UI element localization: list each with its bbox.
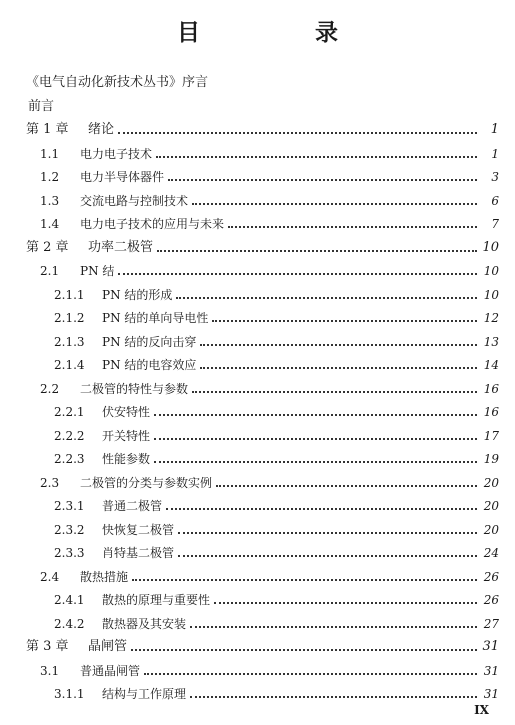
toc-number: 2.2.3 — [54, 452, 85, 466]
toc-page: 10 — [483, 264, 499, 278]
dot-leader — [212, 320, 477, 322]
toc-page: 14 — [483, 358, 499, 372]
toc-number: 2.3.2 — [54, 523, 85, 537]
toc-number: 2.4.1 — [54, 593, 85, 607]
dot-leader — [132, 579, 477, 581]
toc-entry — [54, 494, 499, 514]
toc-number: 1.4 — [40, 217, 60, 231]
toc-text: PN 结的形成 — [102, 288, 173, 302]
dot-leader — [178, 532, 477, 534]
dot-leader — [118, 273, 477, 275]
toc-entry — [54, 353, 499, 373]
toc-number: 2.4.2 — [54, 617, 85, 631]
toc-entry — [40, 565, 499, 585]
toc-text: 散热的原理与重要性 — [102, 593, 211, 607]
toc-entry — [26, 236, 499, 256]
toc-page: 16 — [483, 405, 499, 419]
toc-page: 26 — [483, 593, 499, 607]
toc-number: 2.1 — [40, 264, 60, 278]
dot-leader — [200, 367, 477, 369]
toc-entry — [40, 377, 499, 397]
toc-number: 2.1.1 — [54, 288, 85, 302]
dot-leader — [192, 391, 477, 393]
toc-text: 二极管的特性与参数 — [80, 382, 189, 396]
toc-text: 电力电子技术 — [80, 147, 153, 161]
toc-text: 散热措施 — [80, 570, 129, 584]
toc-number: 第 2 章 — [26, 240, 69, 255]
toc-number: 第 1 章 — [26, 122, 69, 137]
toc-entry — [54, 424, 499, 444]
toc-number: 2.4 — [40, 570, 60, 584]
toc-entry — [40, 259, 499, 279]
toc-text: PN 结的单向导电性 — [102, 311, 209, 325]
toc-text: 开关特性 — [102, 429, 151, 443]
dot-leader — [214, 602, 477, 604]
dot-leader — [228, 226, 477, 228]
toc-entry — [26, 635, 499, 655]
toc-text: 普通晶闸管 — [80, 664, 141, 678]
toc-text: 性能参数 — [102, 452, 151, 466]
toc-number: 2.2.2 — [54, 429, 85, 443]
toc-entry — [54, 518, 499, 538]
toc-page: 1 — [490, 122, 499, 137]
toc-entry — [40, 189, 499, 209]
dot-leader — [154, 461, 477, 463]
preface: 前言 — [28, 99, 55, 114]
toc-page: 13 — [483, 335, 499, 349]
toc-text: 伏安特性 — [102, 405, 151, 419]
toc-text: 电力半导体器件 — [80, 170, 165, 184]
toc-text: 交流电路与控制技术 — [80, 194, 189, 208]
toc-entry — [40, 142, 499, 162]
toc-number: 2.2 — [40, 382, 60, 396]
toc-number: 1.2 — [40, 170, 60, 184]
dot-leader — [157, 250, 477, 252]
toc-number: 3.1 — [40, 664, 60, 678]
toc-page: 17 — [483, 429, 499, 443]
toc-page: 10 — [483, 288, 499, 302]
toc-text: 二极管的分类与参数实例 — [80, 476, 213, 490]
dot-leader — [168, 179, 477, 181]
toc-entry — [54, 612, 499, 632]
toc-page: 27 — [483, 617, 499, 631]
toc-text: PN 结 — [80, 264, 115, 278]
toc-entry — [54, 588, 499, 608]
toc-entry — [54, 447, 499, 467]
toc-page: 6 — [491, 194, 499, 208]
dot-leader — [118, 132, 477, 134]
dot-leader — [190, 696, 477, 698]
dot-leader — [200, 344, 477, 346]
toc-number: 2.1.4 — [54, 358, 85, 372]
toc-number: 2.3 — [40, 476, 60, 490]
toc-page: 20 — [483, 476, 499, 490]
toc-text: 晶闸管 — [88, 639, 128, 654]
toc-page: 20 — [483, 523, 499, 537]
toc-text: 快恢复二极管 — [102, 523, 175, 537]
toc-entry — [54, 400, 499, 420]
toc-number: 1.3 — [40, 194, 60, 208]
toc-page: 7 — [491, 217, 499, 231]
toc-text: 功率二极管 — [88, 240, 154, 255]
toc-number: 2.1.2 — [54, 311, 85, 325]
toc-number: 2.1.3 — [54, 335, 85, 349]
toc-page: 10 — [482, 240, 499, 255]
toc-entry — [54, 283, 499, 303]
toc-page: 31 — [482, 639, 499, 654]
toc-page: 12 — [483, 311, 499, 325]
dot-leader — [156, 156, 477, 158]
toc-page: 3 — [491, 170, 499, 184]
toc-entry — [54, 682, 499, 702]
dot-leader — [154, 414, 477, 416]
dot-leader — [166, 508, 477, 510]
dot-leader — [190, 626, 477, 628]
toc-text: 结构与工作原理 — [102, 687, 187, 701]
toc-entry — [54, 541, 499, 561]
toc-number: 2.3.1 — [54, 499, 85, 513]
toc-page: 1 — [491, 147, 499, 161]
toc-page: 20 — [483, 499, 499, 513]
toc-entry — [40, 659, 499, 679]
toc-number: 第 3 章 — [26, 639, 69, 654]
toc-text: PN 结的电容效应 — [102, 358, 197, 372]
toc-text: 电力电子技术的应用与未来 — [80, 217, 225, 231]
toc-text: 肖特基二极管 — [102, 546, 175, 560]
toc-number: 3.1.1 — [54, 687, 85, 701]
dot-leader — [176, 297, 477, 299]
toc-text: 散热器及其安装 — [102, 617, 187, 631]
dot-leader — [178, 555, 477, 557]
toc-text: 绪论 — [88, 122, 115, 137]
toc-entry — [40, 212, 499, 232]
toc-number: 1.1 — [40, 147, 60, 161]
dot-leader — [192, 203, 477, 205]
toc-text: 普通二极管 — [102, 499, 163, 513]
page-title: 目 录 — [177, 19, 384, 46]
series-preface: 《电气自动化新技术丛书》序言 — [26, 75, 209, 90]
toc-entry — [40, 165, 499, 185]
page-folio: IX — [474, 703, 489, 717]
toc-entry — [54, 306, 499, 326]
dot-leader — [144, 673, 477, 675]
dot-leader — [154, 438, 477, 440]
dot-leader — [131, 649, 477, 651]
dot-leader — [216, 485, 477, 487]
toc-text: PN 结的反向击穿 — [102, 335, 197, 349]
toc-page: 31 — [483, 664, 499, 678]
toc-entry — [26, 118, 499, 138]
toc-page: 24 — [483, 546, 499, 560]
toc-page: 16 — [483, 382, 499, 396]
toc-page: 19 — [483, 452, 499, 466]
toc-number: 2.2.1 — [54, 405, 85, 419]
toc-number: 2.3.3 — [54, 546, 85, 560]
toc-page: 26 — [483, 570, 499, 584]
toc-entry — [54, 330, 499, 350]
toc-page: 31 — [483, 687, 499, 701]
toc-entry — [40, 471, 499, 491]
